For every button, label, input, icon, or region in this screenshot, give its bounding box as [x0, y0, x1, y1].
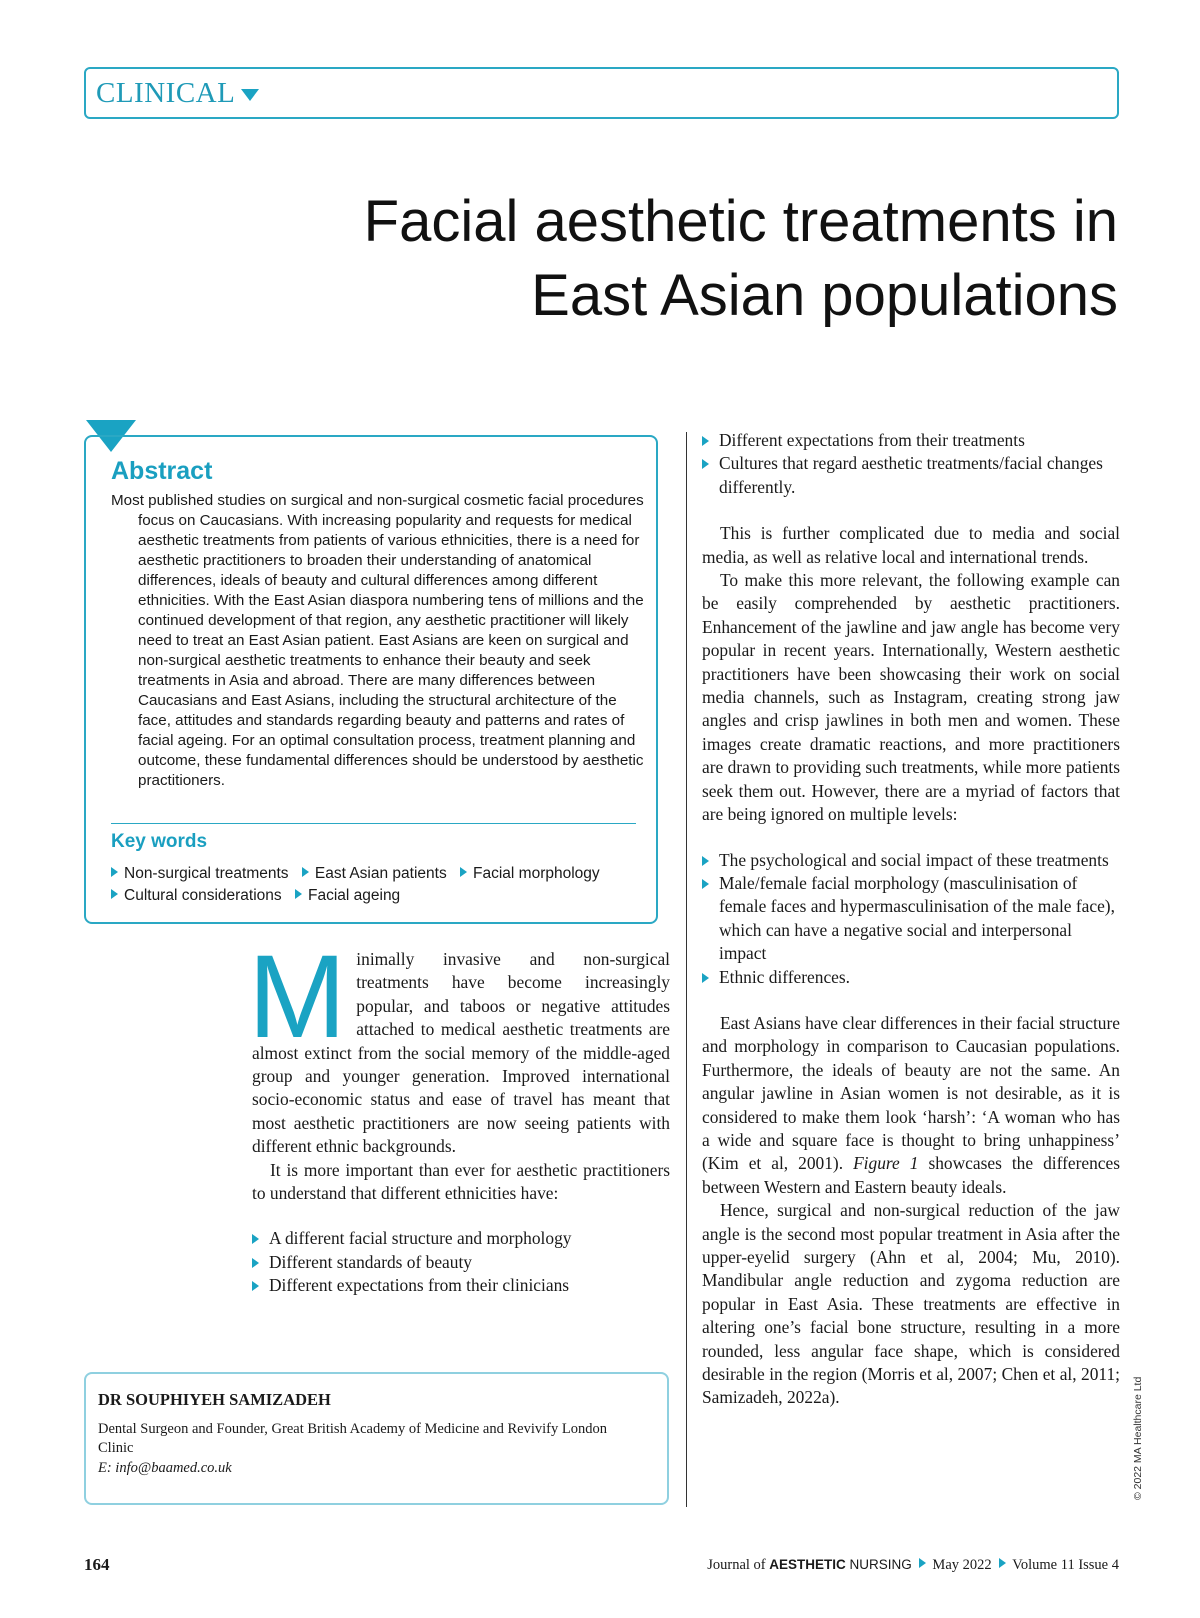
- issue-date: May 2022: [932, 1557, 992, 1573]
- page-number: 164: [84, 1555, 110, 1574]
- triangle-right-icon: [702, 879, 709, 889]
- intro-paragraph: Minimally invasive and non-surgical treatments have become increasingly popular, and taboos or negative attitudes attached to medical aesthetic treatments are almost extinct from the social memory of the middle-aged group and younger generation. Improved international socio-economic status and ease of travel has meant that most aesthetic practitioners are now seeing patients with different ethnic backgrounds.: [248, 931, 670, 1157]
- article-title: [364, 185, 1118, 333]
- triangle-down-icon: [241, 89, 259, 101]
- triangle-right-icon: [295, 889, 302, 899]
- bullet-list: [702, 849, 1120, 989]
- keyword-item: Cultural considerations: [111, 887, 282, 904]
- author-email[interactable]: E: info@baamed.co.uk: [98, 1460, 232, 1476]
- triangle-right-icon: [460, 867, 467, 877]
- abstract-text: Most published studies on surgical and non-surgical cosmetic facial procedures focus on Caucasians. With increasing popularity and requests for medical aesthetic treatments from patients of various ethnicities, there is a need for aesthetic practitioners to broaden their understanding of anatomical differences, ideals of beauty and cultural differences among different ethnicities. With the East Asian diaspora numbering tens of millions and the continued development of that region, any aesthetic practitioner will likely need to treat an East Asian patient. East Asians are keen on surgical and non-surgical aesthetic treatments to enhance their beauty and seek treatments in Asia and abroad. There are many differences between Caucasians and East Asians, including the structural architecture of the face, attitudes and standards regarding beauty and patterns and rates of facial ageing. For an optimal consultation process, treatment planning and outcome, these fundamental differences should be understood by aesthetic practitioners.: [111, 492, 644, 789]
- keywords-line: [111, 865, 609, 883]
- list-item: Ethnic differences.: [702, 966, 1120, 989]
- abstract-box: [84, 435, 658, 924]
- list-item: Different expectations from their treatments: [702, 429, 1120, 452]
- issue-volume: Volume 11 Issue 4: [1012, 1557, 1119, 1573]
- list-item: Male/female facial morphology (masculinisation of female faces and hypermasculinisation of the male face), which can have a negative social and interpersonal impact: [702, 872, 1120, 966]
- section-label: CLINICAL: [96, 77, 259, 110]
- triangle-right-icon: [252, 1281, 259, 1291]
- figure-reference: Figure 1: [853, 1153, 919, 1174]
- keyword-item: East Asian patients: [302, 865, 447, 882]
- keyword-item: Facial ageing: [295, 887, 400, 904]
- body-paragraph: It is more important than ever for aesthetic practitioners to understand that different ethnicities have:: [252, 1159, 670, 1204]
- triangle-right-icon: [702, 973, 709, 983]
- copyright-notice: © 2022 MA Healthcare Ltd: [1132, 1376, 1144, 1500]
- keywords-heading: Key words: [111, 831, 208, 852]
- body-paragraph: Hence, surgical and non-surgical reduction of the jaw angle is the second most popular treatment in Asia after the upper-eyelid surgery (Ahn et al, 2004; Mu, 2010). Mandibular angle reduction and zygoma reduction are popular in East Asia. These treatments are effective in altering one’s facial bone structure, resulting in a more rounded, less angular face shape, which is considered desirable in the region (Morris et al, 2007; Chen et al, 2011; Samizadeh, 2022a).: [702, 1200, 1120, 1408]
- triangle-right-icon: [111, 889, 118, 899]
- triangle-right-icon: [999, 1558, 1006, 1568]
- author-name: DR SOUPHIYEH SAMIZADEH: [98, 1390, 331, 1409]
- body-column-right: [702, 429, 1120, 1410]
- bullet-list: [252, 1227, 670, 1297]
- triangle-right-icon: [252, 1234, 259, 1244]
- body-paragraph: This is further complicated due to media and social media, as well as relative local and international trends.: [702, 523, 1120, 567]
- abstract-heading: Abstract: [111, 457, 213, 485]
- column-divider: [686, 432, 687, 1507]
- list-item: A different facial structure and morphology: [252, 1227, 670, 1250]
- body-column-left: [248, 931, 670, 1298]
- author-role: Dental Surgeon and Founder, Great British Academy of Medicine and Revivify London Clinic: [98, 1421, 607, 1456]
- journal-name-bold: AESTHETIC: [769, 1557, 846, 1572]
- triangle-right-icon: [702, 856, 709, 866]
- list-item: Different expectations from their clinicians: [252, 1274, 670, 1297]
- triangle-right-icon: [919, 1558, 926, 1568]
- title-line-2: East Asian populations: [531, 263, 1118, 328]
- triangle-right-icon: [702, 459, 709, 469]
- body-paragraph: East Asians have clear differences in their facial structure and morphology in comparison to Caucasian populations. Furthermore, the ideals of beauty are not the same. An angular jawline in Asian women is not desirable, as it is considered to make them look ‘harsh’: ‘A woman who has a wide and square face is thought to bring unhappiness’ (Kim et al, 2001). Figure 1 showcases the differences between Western and Eastern beauty ideals.: [702, 1012, 1121, 1197]
- triangle-right-icon: [702, 436, 709, 446]
- section-header-box: [84, 67, 1119, 119]
- keyword-item: Facial morphology: [460, 865, 600, 882]
- triangle-right-icon: [302, 867, 309, 877]
- list-item: The psychological and social impact of these treatments: [702, 849, 1120, 872]
- footer-journal-info: Journal of AESTHETIC NURSING May 2022 Volume 11 Issue 4: [707, 1557, 1119, 1573]
- abstract-divider: [111, 823, 636, 824]
- body-paragraph: To make this more relevant, the following example can be easily comprehended by aesthetic practitioners. Enhancement of the jawline and jaw angle has become very popular in recent years. Internationally, Western aesthetic practitioners have been showcasing their work on social media channels, such as Instagram, creating strong jaw angles and crisp jawlines in both men and women. These images create dramatic reactions, and more practitioners are drawn to providing such treatments, while more patients seek them out. However, there are a myriad of factors that are being ignored on multiple levels:: [702, 570, 1120, 825]
- drop-cap: M: [248, 931, 347, 1063]
- list-item: Cultures that regard aesthetic treatments/facial changes differently.: [702, 452, 1120, 499]
- keywords-line: [111, 887, 409, 905]
- list-item: Different standards of beauty: [252, 1251, 670, 1274]
- keyword-item: Non-surgical treatments: [111, 865, 289, 882]
- title-line-1: Facial aesthetic treatments in: [363, 189, 1118, 254]
- triangle-right-icon: [111, 867, 118, 877]
- bullet-list: [702, 429, 1120, 499]
- author-box: [84, 1372, 669, 1505]
- triangle-right-icon: [252, 1258, 259, 1268]
